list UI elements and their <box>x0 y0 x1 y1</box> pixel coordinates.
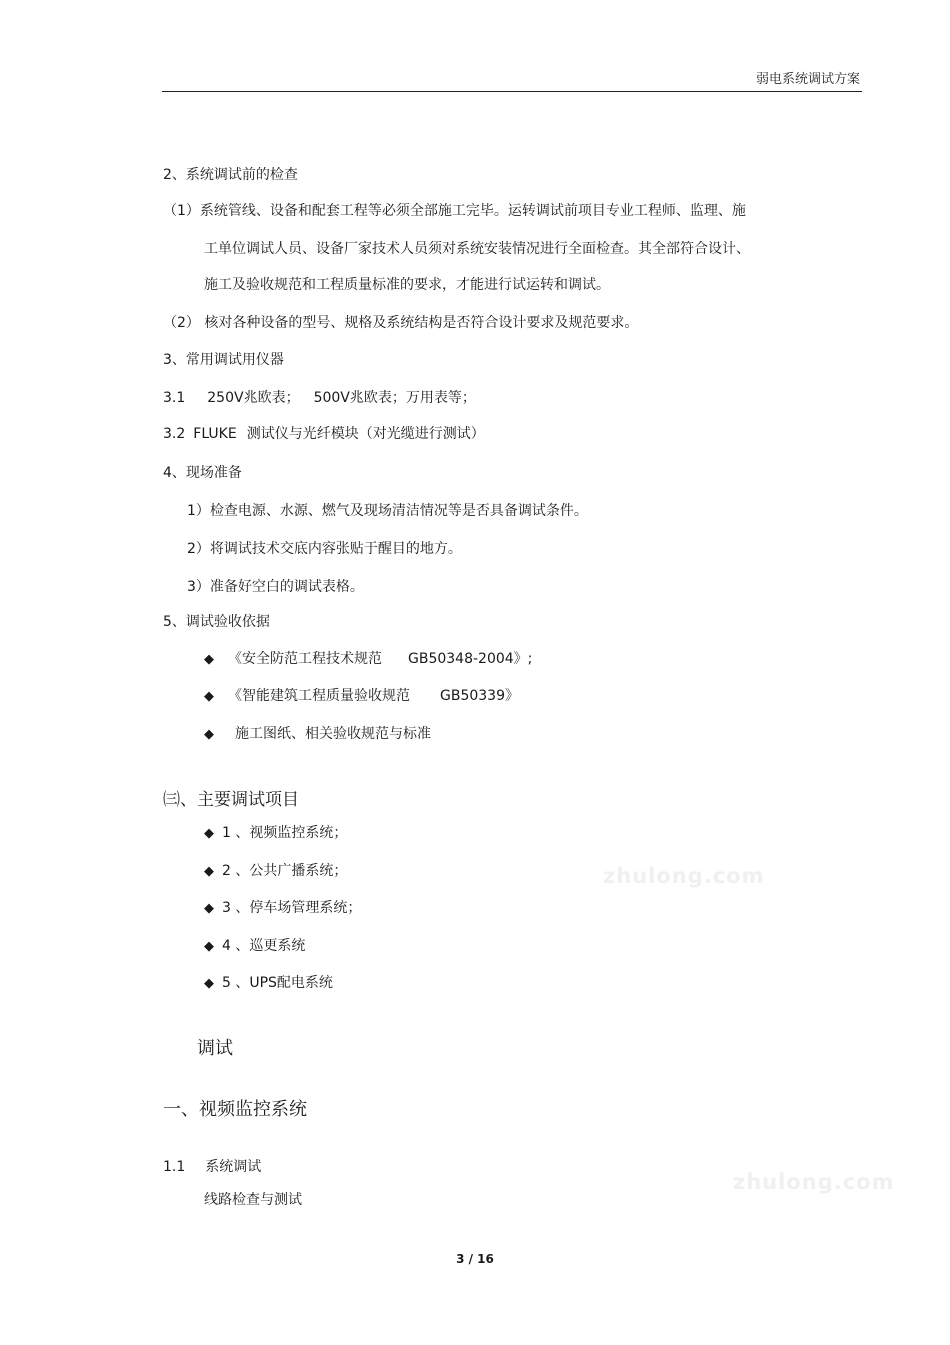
major-item-4-text: 4 、巡更系统 <box>222 938 306 954</box>
major-item-5-text: 5 、UPS配电系统 <box>222 975 333 991</box>
diamond-bullet-icon: ◆ <box>204 901 214 916</box>
instrument-3-2-number: 3.2 <box>163 426 186 442</box>
diamond-bullet-icon: ◆ <box>204 976 214 991</box>
video-system-heading: 一、视频监控系统 <box>163 1099 307 1120</box>
major-items-title: ㈢、主要调试项目 <box>163 790 299 810</box>
diamond-bullet-icon: ◆ <box>204 864 214 879</box>
instrument-line-3-1 <box>163 387 476 407</box>
line-check-text: 线路检查与测试 <box>204 1192 302 1208</box>
section-4-item-3: 3）准备好空白的调试表格。 <box>187 579 364 595</box>
standard-item-3 <box>204 723 431 743</box>
major-item-2-text: 2 、公共广播系统； <box>222 863 348 879</box>
section-4-title: 4、现场准备 <box>163 465 242 481</box>
subsection-1-1-text: 系统调试 <box>205 1159 262 1175</box>
section-2-paragraph-2: （2） 核对各种设备的型号、规格及系统结构是否符合设计要求及规范要求。 <box>163 315 639 331</box>
diamond-bullet-icon: ◆ <box>204 826 214 841</box>
section-4-item-1: 1）检查电源、水源、燃气及现场清洁情况等是否具备调试条件。 <box>187 503 588 519</box>
standard-item-3-text: 施工图纸、相关验收规范与标准 <box>235 726 431 742</box>
section-2-title: 2、系统调试前的检查 <box>163 167 298 183</box>
standard-item-2 <box>204 685 519 705</box>
section-2-paragraph-1-line-2: 工单位调试人员、设备厂家技术人员须对系统安装情况进行全面检查。其全部符合设计、 <box>204 241 750 257</box>
page-number: 3 / 16 <box>456 1252 494 1266</box>
header-divider <box>162 91 862 92</box>
section-2-paragraph-1-line-3: 施工及验收规范和工程质量标准的要求，才能进行试运转和调试。 <box>204 277 610 293</box>
major-item-1 <box>204 822 347 842</box>
subsection-1-1-number: 1.1 <box>163 1159 186 1175</box>
diamond-bullet-icon: ◆ <box>204 939 214 954</box>
debug-heading: 调试 <box>197 1038 233 1059</box>
major-item-3 <box>204 897 361 917</box>
standard-item-2-text: 《智能建筑工程质量验收规范 <box>228 688 410 704</box>
watermark-text: zhulong.com <box>603 864 765 888</box>
section-3-title: 3、常用调试用仪器 <box>163 352 284 368</box>
major-item-1-text: 1 、视频监控系统； <box>222 825 348 841</box>
major-item-2 <box>204 860 347 880</box>
diamond-bullet-icon: ◆ <box>204 727 214 742</box>
instrument-3-1-megger-250v: 250V兆欧表； <box>207 390 300 406</box>
major-item-4 <box>204 935 305 955</box>
header-title: 弱电系统调试方案 <box>755 72 860 87</box>
diamond-bullet-icon: ◆ <box>204 652 214 667</box>
standard-item-1 <box>204 648 532 668</box>
instrument-3-2-brand: FLUKE <box>193 426 237 442</box>
instrument-line-3-2 <box>163 423 485 443</box>
section-5-title: 5、调试验收依据 <box>163 614 270 630</box>
instrument-3-1-megger-500v: 500V兆欧表；万用表等； <box>313 390 476 406</box>
standard-item-1-text: 《安全防范工程技术规范 <box>228 651 382 667</box>
section-2-paragraph-1-line-1: （1）系统管线、设备和配套工程等必须全部施工完毕。运转调试前项目专业工程师、监理、施 <box>163 203 746 219</box>
section-4-item-2: 2）将调试技术交底内容张贴于醒目的地方。 <box>187 541 462 557</box>
instrument-3-2-description: 测试仪与光纤模块（对光缆进行测试） <box>246 426 485 442</box>
watermark-text: zhulong.com <box>733 1170 895 1194</box>
major-item-3-text: 3 、停车场管理系统； <box>222 900 362 916</box>
diamond-bullet-icon: ◆ <box>204 689 214 704</box>
standard-item-2-code: GB50339》 <box>440 688 519 704</box>
instrument-3-1-number: 3.1 <box>163 390 186 406</box>
subsection-1-1 <box>163 1156 261 1176</box>
standard-item-1-code: GB50348-2004》; <box>408 651 533 667</box>
major-item-5 <box>204 972 333 992</box>
